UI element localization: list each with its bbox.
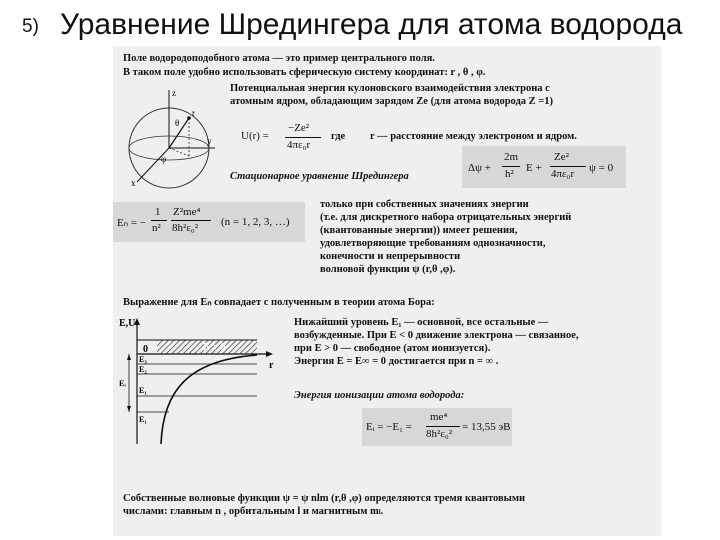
ion-lhs: Eᵢ = −E₁ = [366,421,412,433]
conditions-line-3: (квантованные энергии)) имеет решения, [320,225,518,236]
ionization-caption: Энергия ионизации атома водорода: [294,390,465,401]
graph-e-positive: E > 0 [203,342,226,353]
wavefunctions-line-2: числами: главным n , орбитальным l и магнитным mₗ. [123,506,384,517]
ionization-formula-box [362,408,512,446]
levels-line-1: Нижайший уровень E₁ — основной, все остальные — [294,317,549,328]
energy-level-graph [117,312,287,452]
conditions-line-4: удовлетворяющие требованиям однозначности, [320,238,546,249]
ion-num: me⁴ [430,411,448,423]
schr-den1: h² [505,168,514,180]
graph-level-label-e2: E₂ [139,365,147,374]
sphere-axis-z: z [172,88,176,98]
schr-left: Δψ + [468,162,491,174]
graph-y-axis-label: E,U [119,318,136,329]
graph-level-label-e1-bottom: E₁ [139,415,147,424]
potential-lhs: U(r) = [241,130,269,142]
sphere-angle-phi: φ [161,154,167,164]
content-panel [113,46,661,536]
schr-num2: Ze² [554,151,569,163]
wavefunctions-line-1: Собственные волновые функции ψ = ψ nlm (r,θ ,φ) определяются тремя квантовыми [123,493,526,504]
sphere-angle-theta: θ [175,118,180,128]
conditions-line-5: конечности и непрерывности [320,251,461,262]
en-range: (n = 1, 2, 3, …) [221,216,290,228]
intro-line-1: Поле водородоподобного атома — это пример центрального поля. [123,53,435,64]
potential-denominator: 4πε₀r [287,139,311,151]
intro-line-4: атомным ядром, обладающим зарядом Ze (для атома водорода Z =1) [230,96,554,107]
energy-levels-box [113,202,305,242]
conditions-line-2: (т.е. для дискретного набора отрицательных энергий [320,212,572,223]
sphere-axis-x: x [131,178,136,188]
schr-num1: 2m [504,151,519,163]
graph-level-label-e1: E₁ [139,386,147,395]
levels-line-3: при E > 0 — свободное (атом ионизуется). [294,343,491,354]
intro-line-3: Потенциальная энергия кулоновского взаимодействия электрона с [230,83,550,94]
potential-where: где [331,131,346,142]
graph-level-label-ei: Eᵢ [119,379,126,388]
schr-E: E + [526,162,542,174]
schr-right: ψ = 0 [589,162,614,174]
en-num2: Z²me⁴ [173,206,201,218]
bohr-heading: Выражение для Eₙ совпадает с полученным в теории атома Бора: [123,297,435,308]
potential-numerator: −Ze² [288,122,310,134]
conditions-line-1: только при собственных значениях энергии [320,199,529,210]
schrodinger-equation-box [462,146,626,188]
potential-r-description: r — расстояние между электроном и ядром. [370,131,577,142]
en-num1: 1 [155,206,161,218]
en-lhs: Eₙ = − [117,217,147,229]
slide-number: 5) [22,16,39,37]
sphere-axis-y: y [207,136,212,146]
spherical-coords-diagram [119,86,219,196]
graph-r-axis-label: r [269,360,274,371]
graph-level-label-e3: E₃ [139,355,147,364]
sphere-point-r: r [192,108,195,118]
slide-title: Уравнение Шредингера для атома водорода [60,8,683,41]
graph-zero-label: 0 [143,344,148,355]
en-den2: 8h²ε₀² [172,222,199,234]
intro-line-2: В таком поле удобно использовать сферическую систему координат: r , θ , φ. [123,67,486,78]
schr-den2: 4πε₀r [551,168,575,180]
schrodinger-caption: Стационарное уравнение Шредингера [230,171,409,182]
levels-line-4: Энергия E = E∞ = 0 достигается при n = ∞ . [294,356,499,367]
levels-line-2: возбужденные. При E < 0 движение электрона — связанное, [294,330,579,341]
en-den1: n² [152,222,161,234]
ion-value: = 13,55 эВ [462,421,511,433]
conditions-line-6: волновой функции ψ (r,θ ,φ). [320,264,456,275]
ion-den: 8h²ε₀² [426,428,453,440]
